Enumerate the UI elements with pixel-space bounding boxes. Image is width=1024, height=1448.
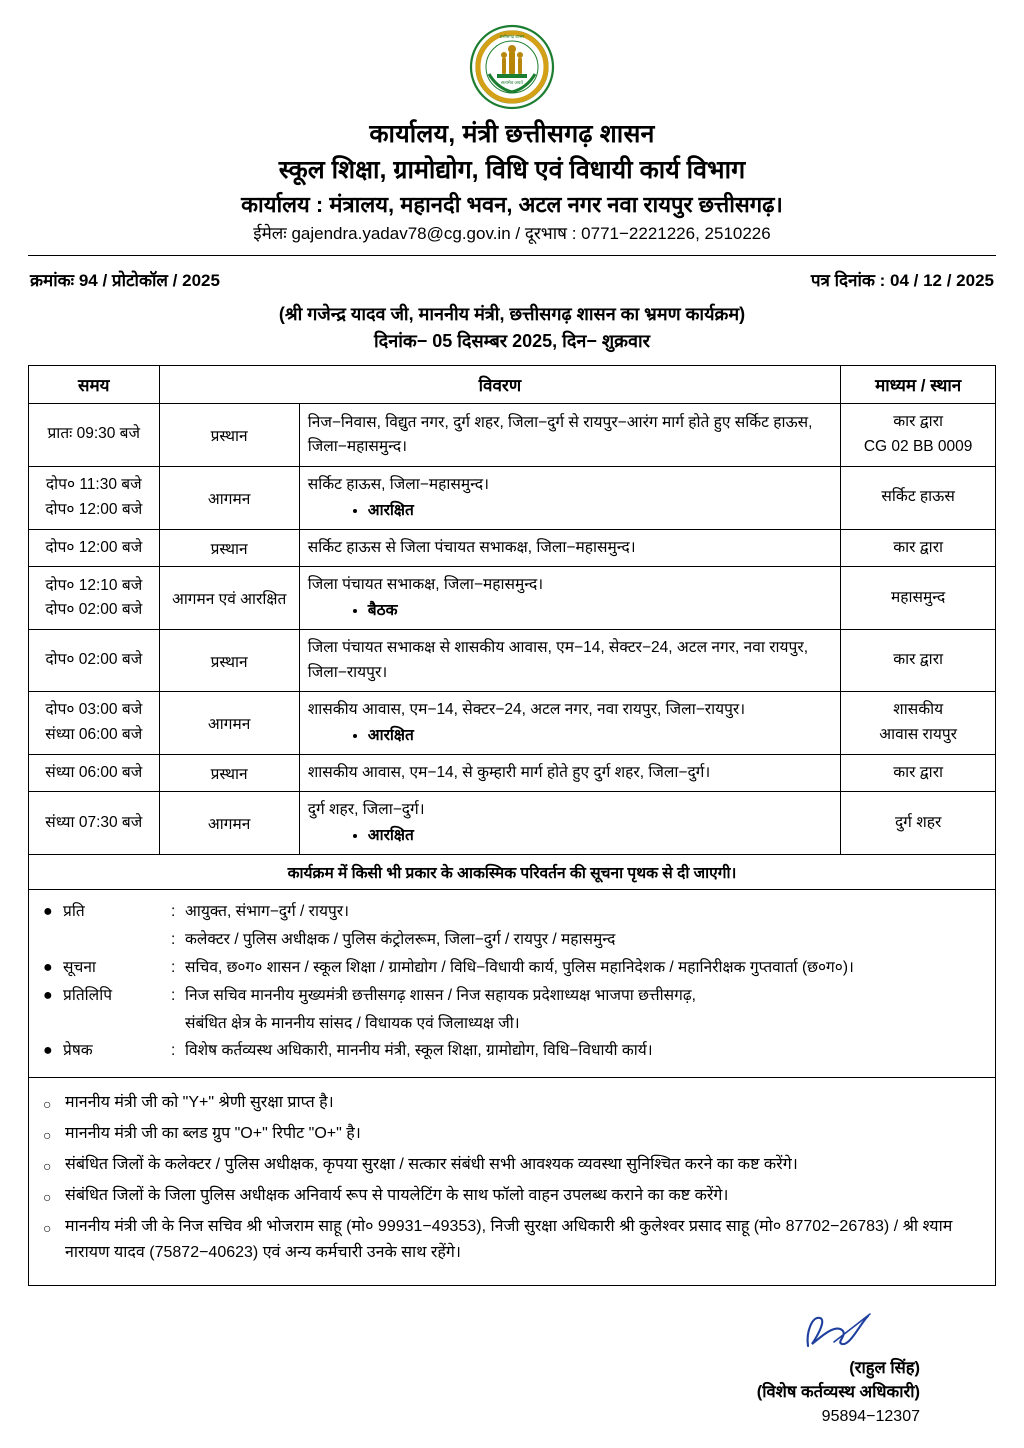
mode-value: दुर्ग शहर: [894, 813, 942, 831]
column-header-details: विवरण: [159, 366, 841, 404]
svg-text:सत्यमेव जयते: सत्यमेव जयते: [501, 80, 523, 85]
mode-value: कार द्वारा: [893, 538, 944, 556]
security-note-text: संबंधित जिलों के जिला पुलिस अधीक्षक अनिवार्य रूप से पायलेटिंग के साथ फॉलो वाहन उपलब्ध कराने का कष्ट करेंगे।: [65, 1186, 729, 1204]
program-title: [28, 301, 996, 355]
cell-detail: [299, 691, 841, 754]
cell-detail: [299, 529, 841, 567]
distribution-colon: :: [171, 931, 176, 949]
time-value: दोप० 12:00 बजे: [45, 500, 143, 518]
cell-time: [29, 630, 160, 691]
distribution-label: प्रतिलिपि: [63, 986, 113, 1004]
mode-value: CG 02 BB 0009: [863, 437, 973, 455]
cell-activity: प्रस्थान: [159, 529, 299, 567]
header-divider: [28, 255, 996, 256]
cell-activity: प्रस्थान: [159, 630, 299, 691]
table-row: [29, 691, 996, 754]
cell-time: [29, 792, 160, 855]
detail-sub-list: [308, 724, 833, 748]
detail-sub-list: [308, 599, 833, 623]
cell-activity: प्रस्थान: [159, 754, 299, 792]
time-value: प्रातः 09:30 बजे: [47, 425, 141, 443]
table-row: [29, 567, 996, 630]
circle-bullet-icon: ○: [43, 1127, 52, 1144]
distribution-label: सूचना: [63, 958, 96, 976]
detail-text: शासकीय आवास, एम−14, से कुम्हारी मार्ग होते हुए दुर्ग शहर, जिला−दुर्ग।: [307, 763, 711, 781]
detail-sub-list: [308, 824, 833, 848]
distribution-colon: :: [171, 903, 176, 921]
office-contact: ईमेलः gajendra.yadav78@cg.gov.in / दूरभाष : 0771−2221226, 2510226: [253, 224, 771, 244]
distribution-text: आयुक्त, संभाग−दुर्ग / रायपुर।: [185, 903, 349, 921]
cell-mode: [841, 529, 996, 567]
circle-bullet-icon: ○: [43, 1096, 52, 1113]
time-value: दोप० 12:00 बजे: [45, 538, 143, 556]
distribution-text: निज सचिव माननीय मुख्यमंत्री छत्तीसगढ़ शासन / निज सहायक प्रदेशाध्यक्ष भाजपा छत्तीसगढ़,: [185, 986, 696, 1004]
distribution-spacer: [63, 1012, 171, 1037]
detail-sub-item: • आरक्षित: [368, 724, 833, 748]
detail-text: सर्किट हाऊस, जिला−महासमुन्द।: [307, 475, 489, 493]
cell-activity: आगमन: [159, 466, 299, 529]
mode-value: महासमुन्द: [890, 589, 946, 607]
detail-text: सर्किट हाऊस से जिला पंचायत सभाकक्ष, जिला−महासमुन्द।: [307, 539, 636, 557]
security-notes: [28, 1078, 996, 1285]
cell-activity: प्रस्थान: [159, 404, 299, 467]
signatory-name: (राहुल सिंह): [849, 1358, 920, 1377]
circle-bullet-icon: ○: [43, 1157, 52, 1174]
mode-value: कार द्वारा: [893, 651, 944, 669]
security-note-item: [43, 1183, 981, 1209]
mode-value: आवास रायपुर: [879, 725, 957, 743]
mode-value: शासकीय: [893, 700, 944, 718]
cell-time: [29, 567, 160, 630]
security-note-text: माननीय मंत्री जी के निज सचिव श्री भोजराम साहू (मो० 99931−49353), निजी सुरक्षा अधिकारी श्री कुलेश्वर प्रसाद साहू (मो० 87702−26783) / श्री श्याम नारायण यादव (75872−40623) एवं अन्य कर्मचारी उनके साथ रहेंगे।: [65, 1217, 953, 1261]
distribution-spacer: [171, 1012, 185, 1037]
time-value: दोप० 02:00 बजे: [45, 651, 143, 669]
security-note-item: [43, 1121, 981, 1147]
distribution-text: सचिव, छ०ग० शासन / स्कूल शिक्षा / ग्रामोद्योग / विधि−विधायी कार्य, पुलिस महानिदेशक / महानिरीक्षक गुप्तवार्ता (छ०ग०)।: [185, 958, 854, 976]
cell-detail: [299, 404, 841, 467]
table-header-row: [29, 366, 996, 404]
distribution-continuation: [63, 928, 981, 953]
distribution-continuation-text: कलेक्टर / पुलिस अधीक्षक / पुलिस कंट्रोलरूम, जिला−दुर्ग / रायपुर / महासमुन्द: [185, 931, 616, 949]
table-row: [29, 529, 996, 567]
detail-sub-list: [308, 499, 833, 523]
signatory-designation: (विशेष कर्तव्यस्थ अधिकारी): [756, 1383, 920, 1402]
cell-activity: आगमन एवं आरक्षित: [159, 567, 299, 630]
emblem-container: [28, 24, 996, 110]
security-note-text: माननीय मंत्री जी का ब्लड ग्रुप "O+" रिपीट "O+" है।: [65, 1125, 361, 1143]
signature-block: [28, 1314, 996, 1430]
cell-mode: [841, 404, 996, 467]
cell-time: [29, 754, 160, 792]
meta-row: [28, 268, 996, 291]
schedule-table: [28, 365, 996, 890]
time-value: संध्या 07:30 बजे: [45, 813, 143, 831]
reference-number: क्रमांकः 94 / प्रोटोकॉल / 2025: [30, 271, 220, 291]
circle-bullet-icon: ○: [43, 1188, 52, 1205]
table-row: [29, 466, 996, 529]
time-value: संध्या 06:00 बजे: [45, 725, 143, 743]
office-address: कार्यालय : मंत्रालय, महानदी भवन, अटल नगर नवा रायपुर छत्तीसगढ़।: [241, 191, 783, 217]
security-note-item: [43, 1214, 981, 1266]
detail-text: जिला पंचायत सभाकक्ष, जिला−महासमुन्द।: [307, 576, 544, 594]
cell-detail: [299, 630, 841, 691]
security-note-item: [43, 1090, 981, 1116]
bullet-icon: ●: [43, 986, 53, 1004]
handwritten-signature-icon: [28, 1314, 920, 1356]
letter-date: पत्र दिनांक : 04 / 12 / 2025: [810, 271, 994, 291]
distribution-item: [43, 956, 981, 981]
time-value: दोप० 03:00 बजे: [45, 700, 143, 718]
time-value: संध्या 06:00 बजे: [45, 763, 143, 781]
distribution-continuation-text: संबंधित क्षेत्र के माननीय सांसद / विधायक एवं जिलाध्यक्ष जी।: [185, 1014, 520, 1032]
distribution-spacer: [63, 928, 171, 953]
cell-time: [29, 691, 160, 754]
mode-value: कार द्वारा: [893, 763, 944, 781]
cell-time: [29, 529, 160, 567]
cell-detail: [299, 567, 841, 630]
security-note-item: [43, 1152, 981, 1178]
cell-time: [29, 466, 160, 529]
time-value: दोप० 02:00 बजे: [45, 601, 143, 619]
office-title-line2: स्कूल शिक्षा, ग्रामोद्योग, विधि एवं विधायी कार्य विभाग: [278, 156, 746, 185]
distribution-list: [28, 890, 996, 1078]
program-title-line1: (श्री गजेन्द्र यादव जी, माननीय मंत्री, छत्तीसगढ़ शासन का भ्रमण कार्यक्रम): [278, 304, 746, 325]
distribution-text: विशेष कर्तव्यस्थ अधिकारी, माननीय मंत्री, स्कूल शिक्षा, ग्रामोद्योग, विधि−विधायी कार्य।: [185, 1042, 653, 1060]
distribution-item: [43, 984, 981, 1009]
letterhead: [28, 116, 996, 247]
detail-sub-item: • आरक्षित: [368, 499, 833, 523]
detail-sub-item: • आरक्षित: [368, 824, 833, 848]
table-footer-note-row: [29, 855, 996, 890]
column-header-time: समय: [29, 366, 160, 404]
detail-text: दुर्ग शहर, जिला−दुर्ग।: [307, 801, 425, 819]
mode-value: सर्किट हाऊस: [881, 488, 955, 506]
cell-activity: आगमन: [159, 792, 299, 855]
distribution-label: प्रति: [63, 903, 85, 921]
cell-mode: [841, 567, 996, 630]
distribution-colon: :: [171, 958, 176, 976]
circle-bullet-icon: ○: [43, 1219, 52, 1236]
distribution-label: प्रेषक: [63, 1042, 93, 1060]
table-footer-note: कार्यक्रम में किसी भी प्रकार के आकस्मिक परिवर्तन की सूचना पृथक से दी जाएगी।: [29, 855, 996, 890]
table-row: [29, 792, 996, 855]
security-note-text: माननीय मंत्री जी को "Y+" श्रेणी सुरक्षा प्राप्त है।: [65, 1094, 334, 1112]
distribution-continuation: [63, 1012, 981, 1037]
mode-value: कार द्वारा: [893, 413, 944, 431]
distribution-colon: :: [171, 1042, 176, 1060]
cell-activity: आगमन: [159, 691, 299, 754]
time-value: दोप० 12:10 बजे: [45, 576, 143, 594]
detail-text: जिला पंचायत सभाकक्ष से शासकीय आवास, एम−14, सेक्टर−24, अटल नगर, नवा रायपुर, जिला−रायपुर।: [307, 639, 808, 681]
detail-text: निज−निवास, विद्युत नगर, दुर्ग शहर, जिला−दुर्ग से रायपुर−आरंग मार्ग होते हुए सर्किट हाऊस, जिला−महासमुन्द।: [307, 413, 813, 455]
distribution-item: [43, 1039, 981, 1064]
cell-detail: [299, 754, 841, 792]
cell-mode: [841, 466, 996, 529]
detail-text: शासकीय आवास, एम−14, सेक्टर−24, अटल नगर, नवा रायपुर, जिला−रायपुर।: [307, 700, 746, 718]
cell-detail: [299, 792, 841, 855]
cell-detail: [299, 466, 841, 529]
cell-mode: [841, 630, 996, 691]
cell-mode: [841, 691, 996, 754]
table-row: [29, 404, 996, 467]
detail-sub-item: • बैठक: [368, 599, 833, 623]
cell-time: [29, 404, 160, 467]
bullet-icon: ●: [43, 903, 53, 921]
cell-mode: [841, 754, 996, 792]
distribution-item: [43, 900, 981, 925]
chhattisgarh-government-emblem-icon: [469, 24, 555, 110]
cell-mode: [841, 792, 996, 855]
signatory-phone: 95894−12307: [821, 1408, 920, 1426]
column-header-mode: माध्यम / स्थान: [841, 366, 996, 404]
bullet-icon: ●: [43, 1042, 53, 1060]
table-row: [29, 630, 996, 691]
table-row: [29, 754, 996, 792]
svg-text:छत्तीसगढ़ शासन: छत्तीसगढ़ शासन: [499, 34, 525, 39]
time-value: दोप० 11:30 बजे: [45, 475, 142, 493]
bullet-icon: ●: [43, 958, 53, 976]
security-note-text: संबंधित जिलों के कलेक्टर / पुलिस अधीक्षक, कृपया सुरक्षा / सत्कार संबंधी सभी आवश्यक व्यवस्था सुनिश्चित करने का कष्ट करेंगे।: [65, 1155, 798, 1173]
office-title-line1: कार्यालय, मंत्री छत्तीसगढ़ शासन: [369, 120, 655, 148]
distribution-colon: :: [171, 986, 176, 1004]
program-title-line2: दिनांक− 05 दिसम्बर 2025, दिन− शुक्रवार: [374, 331, 650, 352]
